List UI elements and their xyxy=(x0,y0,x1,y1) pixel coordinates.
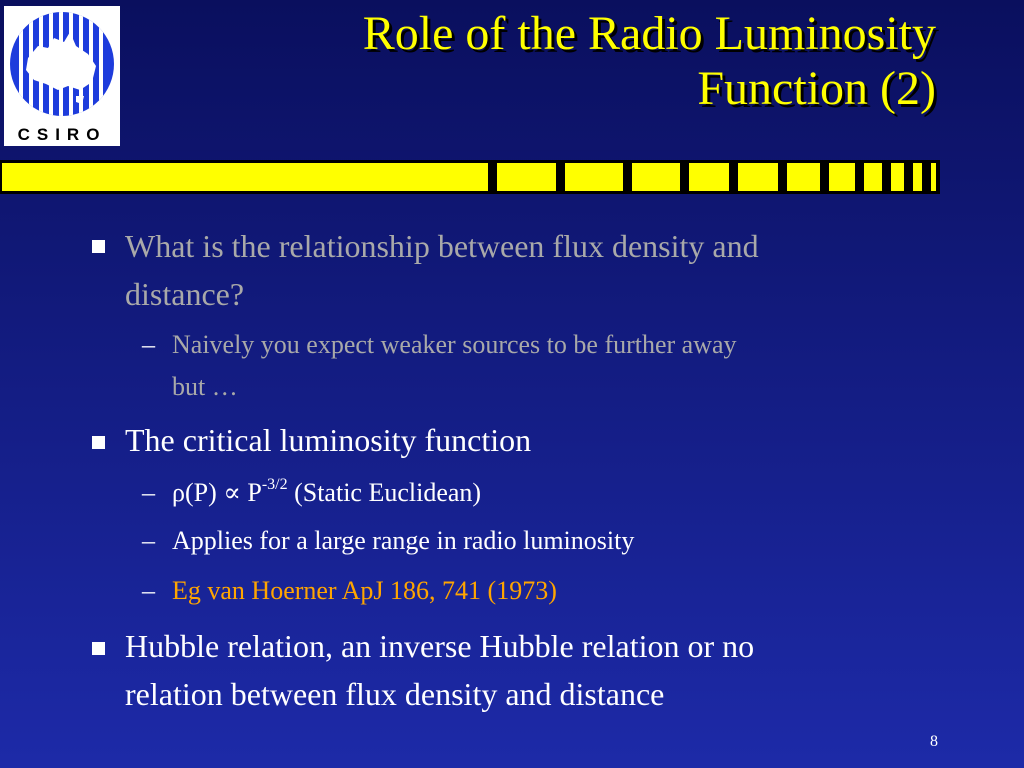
dash-bullet-icon: – xyxy=(142,478,155,507)
sub-bullet-2-3-reference: Eg van Hoerner ApJ 186, 741 (1973) xyxy=(172,576,557,605)
dash-bullet-icon: – xyxy=(142,526,155,555)
formula-note: (Static Euclidean) xyxy=(287,478,482,507)
page-number: 8 xyxy=(930,733,938,750)
slide-title xyxy=(136,6,936,116)
formula: ρ(P) ∝ P xyxy=(172,478,262,507)
bullet-1-line-2: distance? xyxy=(125,276,245,312)
dash-bullet-icon: – xyxy=(142,576,155,605)
bullet-2: The critical luminosity function xyxy=(125,422,532,458)
title-line-1: Role of the Radio Luminosity xyxy=(362,7,936,60)
formula-exponent: -3/2 xyxy=(261,476,288,494)
bullet-1-line-1: What is the relationship between flux density and xyxy=(125,228,759,264)
title-divider-bar xyxy=(0,160,940,194)
logo-text: CSIRO xyxy=(17,125,107,144)
sub-bullet-1-1-line-1: Naively you expect weaker sources to be further away xyxy=(172,330,737,359)
bullet-3-line-1: Hubble relation, an inverse Hubble relation or no xyxy=(125,628,755,664)
sub-bullet-2-1 xyxy=(172,472,481,514)
dash-bullet-icon: – xyxy=(142,330,155,359)
csiro-logo xyxy=(4,6,120,146)
square-bullet-icon xyxy=(92,240,105,253)
title-line-2: Function (2) xyxy=(697,62,936,115)
sub-bullet-1-1-line-2: but … xyxy=(172,372,238,401)
square-bullet-icon xyxy=(92,436,105,449)
square-bullet-icon xyxy=(92,642,105,655)
bullet-3-line-2: relation between flux density and distance xyxy=(125,676,665,712)
sub-bullet-2-2: Applies for a large range in radio luminosity xyxy=(172,526,635,555)
